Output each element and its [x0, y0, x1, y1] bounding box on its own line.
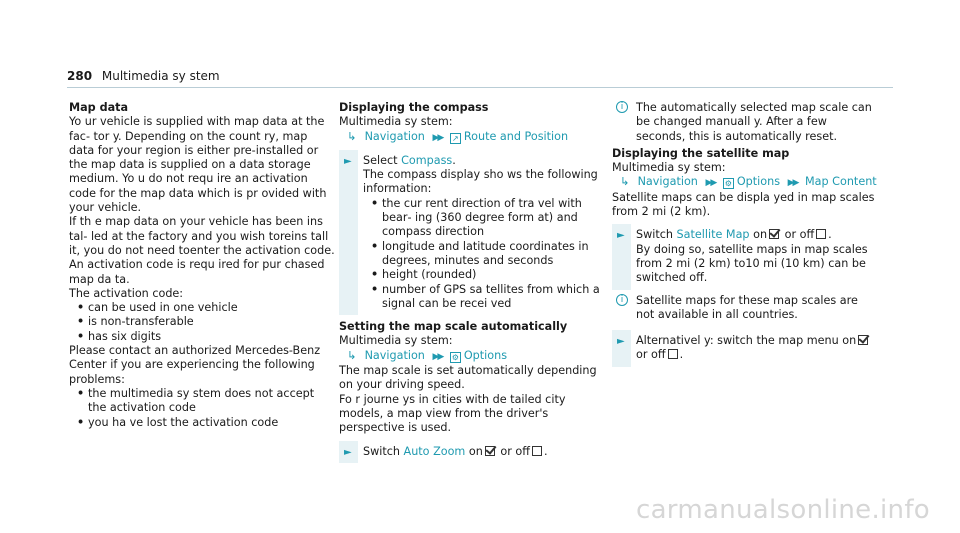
heading-map-data: Map data	[69, 101, 129, 114]
path-navigation[interactable]: Navigation	[364, 348, 425, 362]
list-item: • can be used in one vehicle	[69, 301, 335, 315]
step-arrow-icon: ►	[344, 446, 352, 458]
heading-map-scale: Setting the map scale automatically	[339, 320, 568, 334]
header-divider	[67, 87, 893, 88]
list-item: • number of GPS sa tellites from which a signal can be recei ved	[363, 283, 605, 312]
page-header	[67, 69, 220, 83]
note-text: Satellite maps for these map scales are not available in all countries.	[636, 293, 858, 321]
column-satellite	[612, 101, 878, 363]
step-select-compass	[339, 154, 605, 311]
step-alternative	[612, 334, 878, 363]
auto-zoom-link[interactable]: Auto Zoom	[403, 444, 466, 458]
list-item: • height (rounded)	[363, 268, 605, 282]
system-label: Multimedia sy stem:	[339, 115, 453, 129]
list-item: • longitude and latitude coordinates in degrees, minutes and seconds	[363, 240, 605, 269]
paragraph: Fo r journe ys in cities with de tailed city models, a map view from the driver's perspective is used.	[339, 392, 566, 435]
path-route-position[interactable]: Route and Position	[463, 129, 569, 143]
paragraph: The map scale is set automatically depending on your driving speed.	[339, 364, 597, 392]
list-item: • the cur rent direction of tra vel with bear‐ ing (360 degree form at) and compass direction	[363, 197, 605, 240]
list-item: • has six digits	[69, 330, 335, 344]
path-map-content[interactable]: Map Content	[805, 175, 877, 189]
step-instruction: Alternativel y: switch the map menu on or off .	[636, 334, 878, 363]
return-arrow-icon: ↳	[620, 175, 630, 189]
menu-path	[339, 349, 605, 364]
step-auto-zoom	[339, 445, 605, 459]
activation-code-list	[69, 301, 335, 344]
system-label: Multimedia sy stem:	[612, 161, 726, 175]
paragraph: An activation code is requ ired for pur chased map da ta.	[69, 258, 325, 286]
double-chevron-icon: ▶▶	[432, 351, 443, 362]
page-number: 280	[67, 69, 93, 83]
heading-compass: Displaying the compass	[339, 101, 489, 114]
step-bar	[339, 150, 358, 315]
info-icon: i	[616, 101, 628, 113]
step-arrow-icon: ►	[344, 155, 352, 167]
route-icon: ↗	[450, 133, 461, 144]
double-chevron-icon: ▶▶	[432, 132, 443, 143]
step-text: The compass display sho ws the following information:	[363, 168, 598, 196]
step-arrow-icon: ►	[617, 336, 625, 348]
list-item: • is non-transferable	[69, 315, 335, 329]
section-title: Multimedia sy stem	[101, 69, 220, 83]
heading-satellite: Displaying the satellite map	[612, 146, 790, 160]
info-note	[612, 294, 878, 323]
menu-path	[339, 130, 605, 145]
paragraph: If th e map data on your vehicle has been ins tal‐ led at the factory and you wish toreins tall it, you do not need toenter the activation code.	[69, 215, 335, 257]
system-label: Multimedia sy stem:	[339, 334, 453, 348]
paragraph: Please contact an authorized Mercedes-Benz Center if you are experiencing the following problems:	[69, 344, 321, 386]
satellite-map-link[interactable]: Satellite Map	[676, 228, 750, 242]
menu-path	[612, 175, 878, 190]
checkbox-checked-icon	[485, 446, 495, 456]
list-item: • the multimedia sy stem does not accept the activation code	[69, 387, 335, 416]
step-instruction: Switch Satellite Map on or off .	[636, 228, 832, 242]
compass-info-list	[363, 197, 605, 311]
list-item: • you ha ve lost the activation code	[69, 416, 335, 430]
watermark: carmanualsonline.info	[635, 495, 930, 525]
paragraph: The activation code:	[69, 286, 184, 300]
checkbox-empty-icon	[532, 446, 542, 456]
step-satellite-map	[612, 228, 878, 285]
step-instruction: Switch Auto Zoom on or off .	[363, 444, 548, 458]
path-navigation[interactable]: Navigation	[637, 175, 698, 189]
checkbox-checked-icon	[769, 229, 779, 239]
info-icon: i	[616, 294, 628, 306]
path-navigation[interactable]: Navigation	[364, 129, 425, 143]
note-text: The automatically selected map scale can be changed manuall y. After a few seconds, this is automatically reset.	[636, 101, 872, 143]
return-arrow-icon: ↳	[347, 129, 357, 143]
double-chevron-icon: ▶▶	[705, 178, 716, 189]
path-options[interactable]: Options	[463, 348, 508, 362]
column-map-data	[69, 101, 335, 430]
step-arrow-icon: ►	[617, 230, 625, 242]
step-instruction: Select Compass.	[363, 153, 456, 167]
double-chevron-icon: ▶▶	[787, 178, 798, 189]
path-options[interactable]: Options	[736, 175, 781, 189]
info-note	[612, 101, 878, 144]
gear-icon: ⚙	[724, 179, 732, 189]
checkbox-checked-icon	[858, 335, 868, 345]
checkbox-empty-icon	[816, 229, 826, 239]
column-compass	[339, 101, 605, 459]
paragraph: Satellite maps can be displa yed in map scales from 2 mi (2 km).	[612, 190, 875, 219]
gear-icon: ⚙	[451, 352, 459, 362]
problems-list	[69, 387, 335, 430]
return-arrow-icon: ↳	[347, 348, 357, 362]
paragraph: Yo ur vehicle is supplied with map data at the fac‐ tor y. Depending on the count ry, map data for your region is either pre-installed or the map data is supplied on a data storage medium. Yo u do not requ ire an activation code for the map data which is pr ovided with your vehicle.	[69, 115, 327, 215]
compass-link[interactable]: Compass	[401, 153, 453, 167]
step-text: By doing so, satellite maps in map scales from 2 mi (2 km) to10 mi (10 km) can be switched off.	[636, 242, 868, 285]
checkbox-empty-icon	[668, 349, 678, 359]
